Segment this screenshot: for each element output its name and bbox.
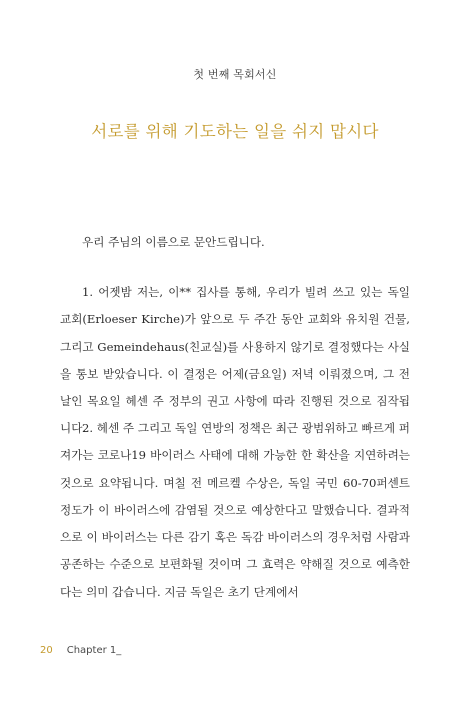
chapter-label: Chapter 1_	[66, 645, 122, 656]
greeting-text: 우리 주님의 이름으로 문안드립니다.	[82, 235, 265, 249]
page-title: 서로를 위해 기도하는 일을 쉬지 맙시다	[91, 122, 379, 141]
page-footer	[40, 645, 121, 656]
running-header: 첫 번째 목회서신	[193, 68, 277, 81]
paragraph-2: 2. 헤센 주 그리고 독일 연방의 정책은 최근 광범위하고 빠르게 퍼져가는 코로나19 바이러스 사태에 대해 가능한 한 확산을 지연하려는 것으로 요약됩니다. 며칠 전 메르켈 수상은, 독일 국민 60-70퍼센트 정도가 이 바이러스에 감염될 것으로 예상한다고 말했습니다. 결과적으로 이 바이러스는 다른 감기 혹은 독감 바이러스의 경우처럼 사람과 공존하는 수준으로 보편화될 것이며 그 효력은 약해질 것으로 예측한다는 의미 갑습니다. 지금 독일은 초기 단계에서	[60, 421, 410, 599]
paragraph-1: 1. 어젯밤 저는, 이** 집사를 통해, 우리가 빌려 쓰고 있는 독일 교회(Erloeser Kirche)가 앞으로 두 주간 동안 교회와 유치원 건물, 그리고 Gemeindehaus(친교실)를 사용하지 않기로 결정했다는 사실을 통보 받았습니다. 이 결정은 어제(금요일) 저녁 이뤄졌으며, 그 전날인 목요일 헤센 주 정부의 권고 사항에 따라 진행된 것으로 짐작됩니다.	[60, 285, 410, 436]
page-number: 20	[40, 645, 53, 656]
